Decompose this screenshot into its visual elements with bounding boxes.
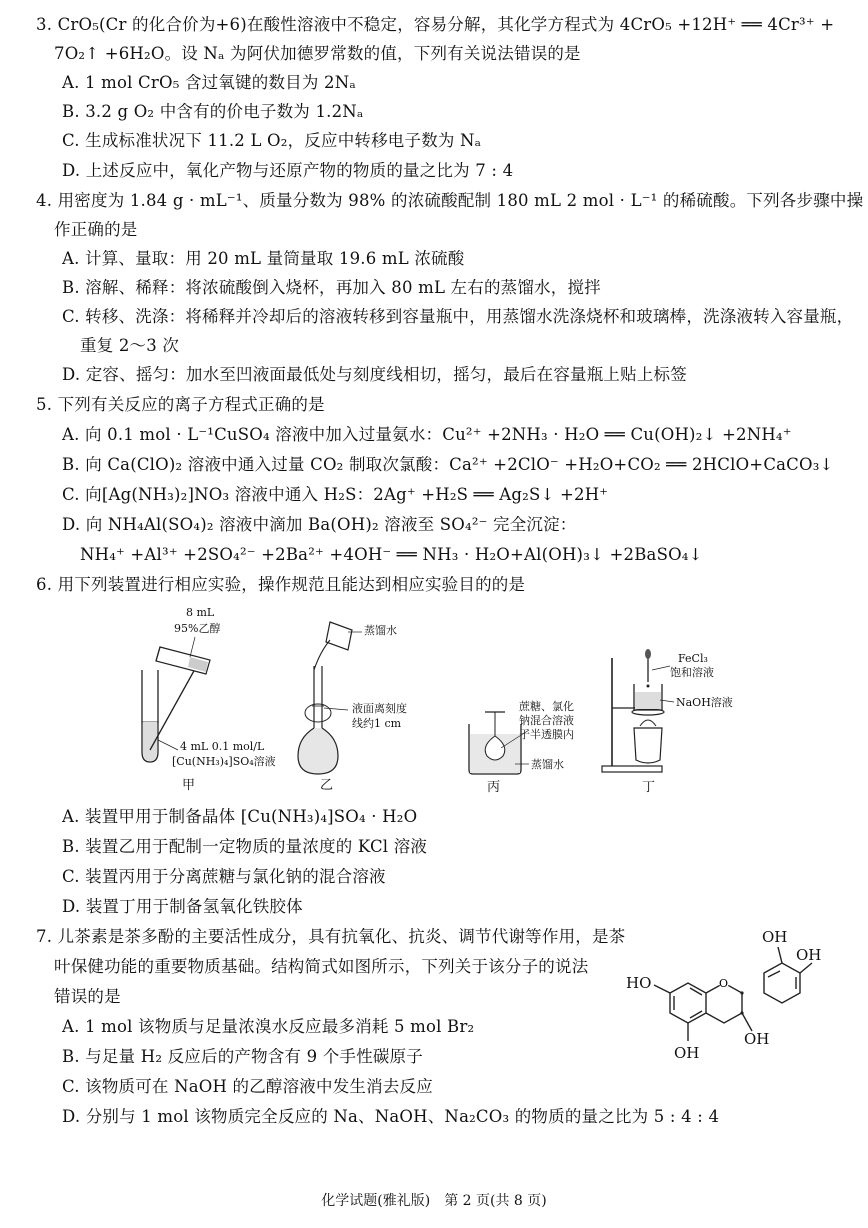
apparatus-jia-figure <box>120 602 290 793</box>
q7-option-c: C. 该物质可在 NaOH 的乙醇溶液中发生消去反应 <box>62 1077 433 1096</box>
q4-option-b: B. 溶解、稀释：将浓硫酸倒入烧杯，再加入 80 mL 左右的蒸馏水，搅拌 <box>62 278 601 297</box>
jia-label-solution: [Cu(NH₃)₄]SO₄溶液 <box>172 755 276 768</box>
yi-label-level1: 液面离刻度 <box>352 702 407 715</box>
bing-label-mix1: 蔗糖、氯化 <box>519 700 574 713</box>
q6-stem: 6. 用下列装置进行相应实验，操作规范且能达到相应实验目的的是 <box>36 575 526 594</box>
q7-option-d: D. 分别与 1 mol 该物质完全反应的 Na、NaOH、Na₂CO₃ 的物质的量之比为 5 : 4 : 4 <box>62 1107 720 1126</box>
mol-oh-ring-c: OH <box>744 1030 770 1048</box>
q3-stem-line1: 3. CrO₅(Cr 的化合价为+6)在酸性溶液中不稳定，容易分解，其化学方程式为 4CrO₅ +12H⁺ ══ 4Cr³⁺ + <box>36 15 835 34</box>
q5-option-d-line2: NH₄⁺ +Al³⁺ +2SO₄²⁻ +2Ba²⁺ +4OH⁻ ══ NH₃ · H₂O+Al(OH)₃↓ +2BaSO₄↓ <box>80 545 703 564</box>
mol-ho-left: HO <box>626 974 652 992</box>
q3-stem-line2: 7O₂↑ +6H₂O。设 Nₐ 为阿伏加德罗常数的值，下列有关说法错误的是 <box>54 44 581 63</box>
q7-stem-line3: 错误的是 <box>54 987 121 1006</box>
q4-option-a: A. 计算、量取：用 20 mL 量筒量取 19.6 mL 浓硫酸 <box>62 249 465 268</box>
q3-option-c: C. 生成标准状况下 11.2 L O₂，反应中转移电子数为 Nₐ <box>62 131 482 150</box>
q7-option-a: A. 1 mol 该物质与足量浓溴水反应最多消耗 5 mol Br₂ <box>62 1017 475 1036</box>
apparatus-bing-figure <box>455 690 595 795</box>
q5-option-a: A. 向 0.1 mol · L⁻¹CuSO₄ 溶液中加入过量氨水：Cu²⁺ +2NH₃ · H₂O ══ Cu(OH)₂↓ +2NH₄⁺ <box>62 425 792 444</box>
mol-oh-top: OH <box>762 928 788 946</box>
jia-label-conc: 4 mL 0.1 mol/L <box>180 740 265 753</box>
q6-option-d: D. 装置丁用于制备氢氧化铁胶体 <box>62 897 303 916</box>
apparatus-yi-figure <box>290 618 440 793</box>
apparatus-ding-figure <box>600 648 740 795</box>
q5-option-c: C. 向[Ag(NH₃)₂]NO₃ 溶液中通入 H₂S：2Ag⁺ +H₂S ══ Ag₂S↓ +2H⁺ <box>62 485 609 504</box>
mol-oh-right: OH <box>796 946 822 964</box>
bing-label-mix2: 钠混合溶液 <box>519 714 574 727</box>
q7-stem-line1: 7. 儿茶素是茶多酚的主要活性成分，具有抗氧化、抗炎、调节代谢等作用，是茶 <box>36 927 626 946</box>
q3-option-a: A. 1 mol CrO₅ 含过氧键的数目为 2Nₐ <box>62 73 356 92</box>
yi-caption: 乙 <box>320 778 334 793</box>
mol-oh-bottom: OH <box>674 1044 700 1062</box>
yi-label-water: 蒸馏水 <box>364 624 397 637</box>
q5-option-b: B. 向 Ca(ClO)₂ 溶液中通入过量 CO₂ 制取次氯酸：Ca²⁺ +2ClO⁻ +H₂O+CO₂ ══ 2HClO+CaCO₃↓ <box>62 455 834 474</box>
q4-option-d: D. 定容、摇匀：加水至凹液面最低处与刻度线相切，摇匀，最后在容量瓶上贴上标签 <box>62 365 687 384</box>
yi-label-level2: 线约1 cm <box>352 717 402 730</box>
q6-option-b: B. 装置乙用于配制一定物质的量浓度的 KCl 溶液 <box>62 837 428 856</box>
jia-caption: 甲 <box>182 778 196 793</box>
q7-option-b: B. 与足量 H₂ 反应后的产物含有 9 个手性碳原子 <box>62 1047 423 1066</box>
q7-stem-line2: 叶保健功能的重要物质基础。结构简式如图所示，下列关于该分子的说法 <box>54 957 589 976</box>
ding-label-saturated: 饱和溶液 <box>670 666 714 679</box>
q4-option-c-line1: C. 转移、洗涤：将稀释并冷却后的溶液转移到容量瓶中，用蒸馏水洗涤烧杯和玻璃棒，洗涤液转入容量瓶， <box>62 307 854 326</box>
ding-caption: 丁 <box>642 780 656 795</box>
q6-option-c: C. 装置丙用于分离蔗糖与氯化钠的混合溶液 <box>62 867 386 886</box>
q5-stem: 5. 下列有关反应的离子方程式正确的是 <box>36 395 325 414</box>
ding-label-naoh: NaOH溶液 <box>676 696 733 709</box>
q4-option-c-line2: 重复 2～3 次 <box>80 336 180 355</box>
q4-stem-line2: 作正确的是 <box>54 220 138 239</box>
bing-label-water: 蒸馏水 <box>531 758 564 771</box>
bing-caption: 丙 <box>487 780 501 795</box>
page-footer: 化学试题(雅礼版) 第 2 页(共 8 页) <box>321 1193 547 1209</box>
svg-text:O: O <box>719 977 729 990</box>
catechin-structure <box>620 925 835 1070</box>
q3-option-d: D. 上述反应中，氧化产物与还原产物的物质的量之比为 7 : 4 <box>62 161 514 180</box>
q4-stem-line1: 4. 用密度为 1.84 g · mL⁻¹、质量分数为 98% 的浓硫酸配制 180 mL 2 mol · L⁻¹ 的稀硫酸。下列各步骤中操 <box>36 191 864 210</box>
q3-option-b: B. 3.2 g O₂ 中含有的价电子数为 1.2Nₐ <box>62 102 364 121</box>
jia-label-volume: 8 mL <box>186 606 215 619</box>
ding-label-fecl3: FeCl₃ <box>678 652 708 665</box>
q5-option-d-line1: D. 向 NH₄Al(SO₄)₂ 溶液中滴加 Ba(OH)₂ 溶液至 SO₄²⁻ 完全沉淀： <box>62 515 577 534</box>
q6-option-a: A. 装置甲用于制备晶体 [Cu(NH₃)₄]SO₄ · H₂O <box>62 807 418 826</box>
jia-label-ethanol: 95%乙醇 <box>174 622 221 635</box>
bing-label-mix3: 于半透膜内 <box>519 728 574 741</box>
